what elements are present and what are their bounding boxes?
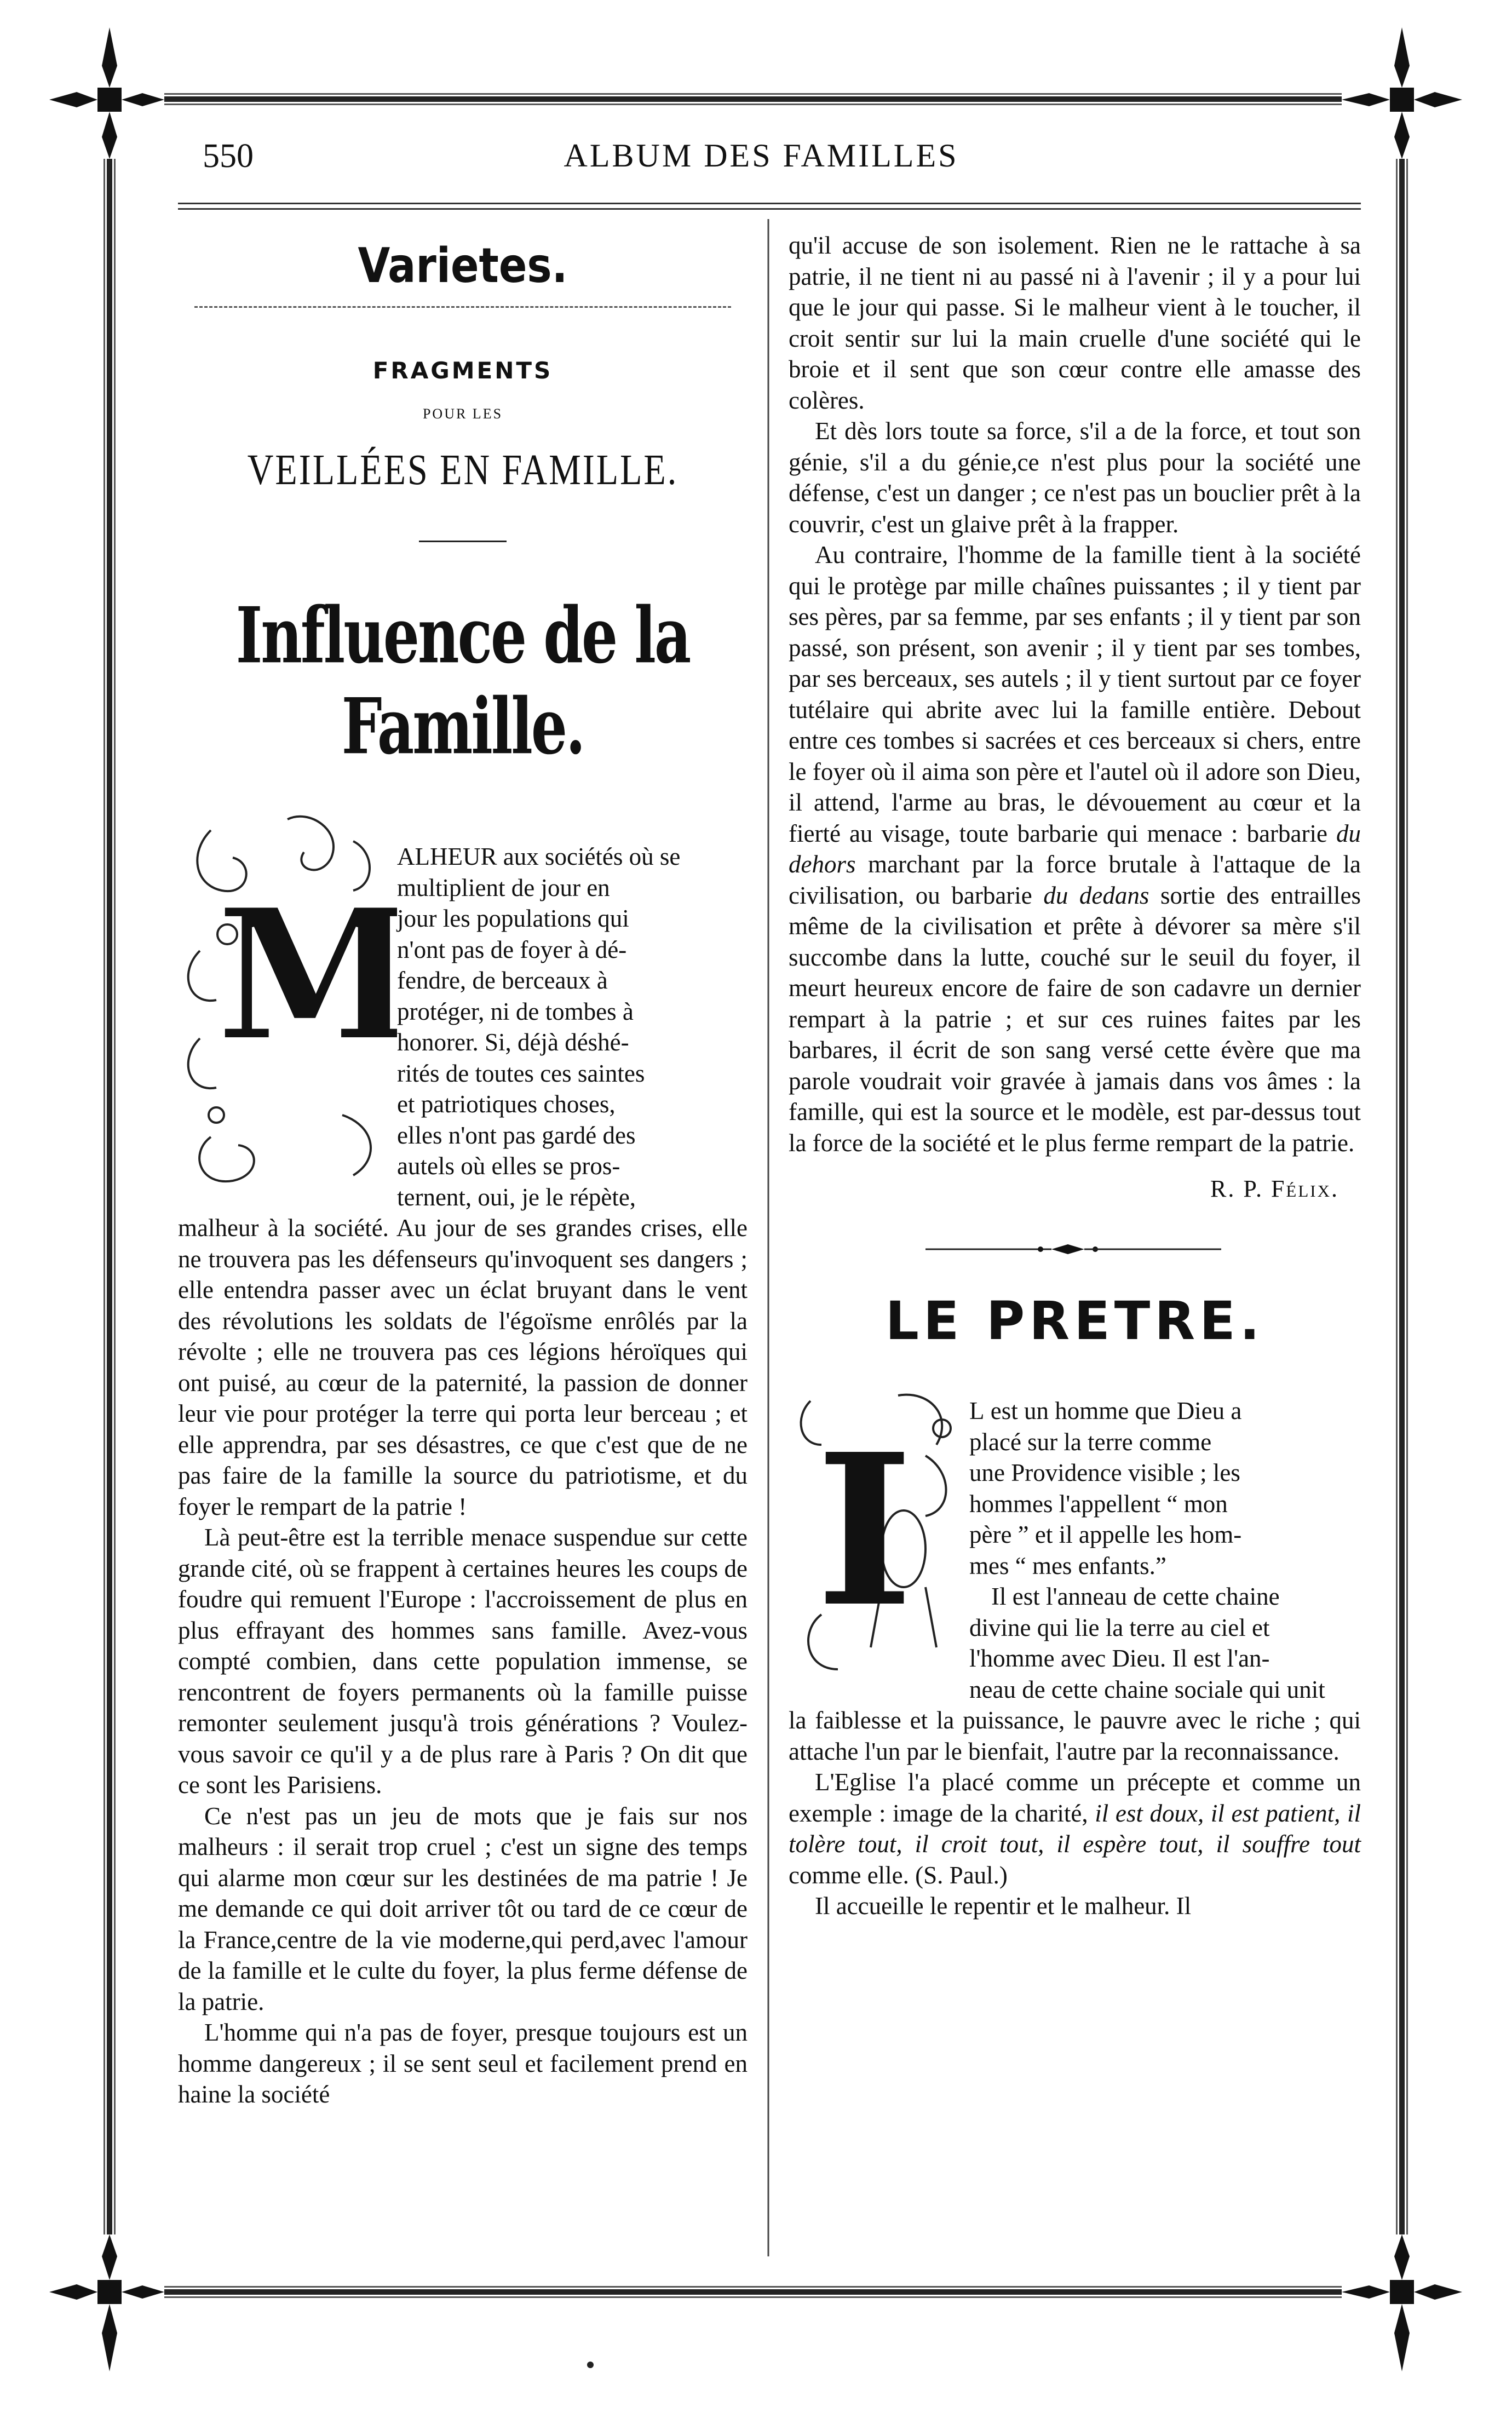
corner-ornament-bottom-left: [49, 2234, 164, 2371]
paragraph-3: Ce n'est pas un jeu de mots que je fais sur nos malheurs : il serait trop cruel ; c'est un signe des temps qui alarme mon cœur sur les destinées de ma patrie ! Je me demande ce qui doit arriver tôt ou tard de ce cœur de la France,centre de la vie moderne,qui perd,avec l'amour de la famille et le culte du foyer, la plus ferme défense de la patrie.: [178, 1802, 748, 2015]
dropcap-line: fendre, de berceaux à: [397, 967, 608, 994]
pretre-paragraph-4: Il accueille le repentir et le malheur. Il: [815, 1892, 1192, 1920]
fragments-heading: FRAGMENTS: [372, 357, 553, 384]
dropcap-line: protéger, ni de tombes à: [397, 997, 634, 1025]
dropcap-line: divine qui lie la terre au ciel et: [969, 1613, 1270, 1641]
left-border-rule: [104, 159, 116, 2234]
paragraph-1-continued: malheur à la société. Au jour de ses grandes crises, elle ne trouvera pas les défenseurs qu'invoquent ses dangers ; elle entendra passer avec un éclat bruyant dans le vent des révolutions les soldats de l'égoïsme enrôlés par la révolte ; elle ne trouvera pas ces légions héroïques qui ont puisé, au cœur de la paternité, la passion de donner leur vie pour protéger la terre qui porta leur berceau ; et elle apprendra, par ses désastres, ce que c'est que de ne pas faire de la famille la source du patriotisme, et du foyer le rempart de la patrie !: [178, 1214, 748, 1520]
dropcap-line: père ” et il appelle les hom-: [969, 1521, 1242, 1548]
corner-ornament-top-left: [49, 27, 164, 159]
dropcap-line: multiplient de jour en: [397, 874, 610, 901]
italic-run: du dedans: [1043, 881, 1149, 909]
pretre-title: LE PRETRE.: [885, 1290, 1264, 1352]
top-border-rule: [164, 93, 1342, 105]
fleuron-divider: [789, 1241, 1361, 1257]
pretre-dropcap-lines: [969, 1385, 1361, 1705]
ornate-dropcap-m: [178, 808, 397, 1203]
pretre-first-line: [969, 1395, 1361, 1427]
text-run: L'Eglise l'a placé comme un précepte et comme un exemple : image de la charité,: [789, 1768, 1361, 1827]
dropcap-line: aux sociétés où se: [503, 843, 681, 870]
dropcap-first-line: [397, 841, 748, 872]
header-rule: [178, 203, 1361, 210]
right-paragraph-1: qu'il accuse de son isolement. Rien ne le rattache à sa patrie, il ne tient ni au passé ni à l'avenir ; il y a pour lui que le jour qui passe. Si le malheur vient à le toucher, il croit sentir sur lui la main cruelle d'une société qui le broie et il sent que son cœur contre elle amasse des colères.: [789, 232, 1361, 414]
first-letter: L: [969, 1397, 985, 1424]
dropcap-line: mes “ mes enfants.”: [969, 1552, 1166, 1579]
pretre-dropcap-paragraph: [789, 1385, 1361, 1705]
dropcap-illustration-icon: [789, 1385, 969, 1691]
pretre-paragraph-3: [789, 1767, 1361, 1891]
dropcap-line: une Providence visible ; les: [969, 1459, 1240, 1486]
text-run: comme elle. (S. Paul.): [789, 1861, 1008, 1889]
dropcap-line: est un homme que Dieu a: [990, 1397, 1242, 1424]
ornate-dropcap-i: [789, 1385, 969, 1691]
dropcap-line: rités de toutes ces saintes: [397, 1059, 645, 1087]
text-run: Au contraire, l'homme de la famille tient à la société qui le protège par mille chaînes puissantes ; il y tient par ses pères, par sa femme, par ses enfants ; il y tient par son passé, son présent, son avenir ; il y tient par ses tombes, par ses berceaux, ses autels ; il y tient surtout par ce foyer tutélaire qui abrite avec lui la famille entière. Debout entre ces tombes si sacrées et ces berceaux si chers, entre le foyer où il aima son père et l'autel où il adore son Dieu, il attend, l'arme au bras, le dévouement au cœur et la fierté au visage, toute barbarie qui menace : barbarie: [789, 541, 1361, 847]
dropcap-line: et patriotiques choses,: [397, 1090, 616, 1118]
first-word: ALHEUR: [397, 843, 497, 870]
dropcap-lines: [397, 808, 748, 1213]
paragraph-2: Là peut-être est la terrible menace suspendue sur cette grande cité, où se frappent à certaines heures les coups de foudre qui remuent l'Europe : l'accroissement de plus en plus effrayant des hommes sans famille. Avez-vous compté combien, dans cette population immense, se rencontrent de foyers permanents où la famille puisse remonter seulement jusqu'à trois générations ? Voulez-vous savoir ce qu'il y a de plus rare à Paris ? On dit que ce sont les Parisiens.: [178, 1524, 748, 1799]
italic-run: du dehors: [789, 819, 1361, 878]
dropcap-line: elles n'ont pas gardé des: [397, 1121, 636, 1149]
article-title: Influence de la Famille.: [235, 589, 690, 772]
corner-ornament-top-right: [1342, 27, 1462, 159]
right-paragraph-2: Et dès lors toute sa force, s'il a de la force, et tout son génie, s'il a du génie,ce n'est plus pour la société une défense, c'est un danger ; ce n'est pas un bouclier prêt à la couvrir, c'est un glaive prêt à la frapper.: [789, 417, 1361, 538]
bottom-dot: [587, 2362, 594, 2368]
running-title: ALBUM DES FAMILLES: [564, 137, 959, 174]
dropcap-line: n'ont pas de foyer à dé-: [397, 935, 627, 963]
left-column: [178, 230, 748, 2110]
dropcap-line: autels où elles se pros-: [397, 1152, 620, 1180]
dropcap-line: ternent, oui, je le répète,: [397, 1183, 636, 1211]
italic-run: il est doux, il est patient, il tolère tout, il croit tout, il espère tout, il souffre tout: [789, 1799, 1361, 1858]
right-column: [789, 230, 1361, 1922]
text-run: sortie des entrailles même de la civilisation et prête à dévorer sa mère s'il succombe dans la lutte, couché sur le seuil du foyer, il meurt heureux encore de faire de son cadavre un dernier rempart à la patrie ; et sur ces ruines faites par les barbares, il écrit de son sang versé cette évère que ma parole voudrait voir gravée à jamais dans vos âmes : la famille, qui est la source et le modèle, est par-dessus tout la force de la société et le plus ferme rempart de la patrie.: [789, 881, 1361, 1157]
dropcap-flourish-icon: [178, 808, 397, 1203]
dropcap-paragraph: [178, 808, 748, 1213]
section-title: Varietes.: [358, 237, 568, 294]
dropcap-line: hommes l'appellent “ mon: [969, 1490, 1228, 1518]
text-run: marchant par la force brutale à l'attaque de la civilisation, ou barbarie: [789, 851, 1361, 909]
dropcap-line: jour les populations qui: [397, 905, 629, 932]
pretre-paragraph-2-continued: la faiblesse et la puissance, le pauvre avec le riche ; qui attache l'un par le bienfait, l'autre par la reconnaissance.: [789, 1707, 1361, 1765]
pour-les-heading: POUR LES: [422, 406, 503, 422]
signature: R. P. Félix.: [1210, 1175, 1339, 1202]
dropcap-line: placé sur la terre comme: [969, 1428, 1212, 1456]
dropcap-letter-m: M: [216, 869, 397, 1081]
dropcap-line: neau de cette chaine sociale qui unit: [969, 1675, 1325, 1703]
paragraph-4: L'homme qui n'a pas de foyer, presque toujours est un homme dangereux ; il se sent seul et facilement prend en haine la société: [178, 2019, 748, 2108]
right-paragraph-3: [789, 539, 1361, 1158]
right-border-rule: [1396, 159, 1408, 2234]
page-header: [164, 126, 1358, 181]
bottom-border-rule: [164, 2286, 1342, 2298]
veillees-heading: VEILLÉES EN FAMILLE.: [247, 446, 679, 495]
page-number: 550: [203, 137, 254, 175]
dropcap-line: l'homme avec Dieu. Il est l'an-: [969, 1645, 1270, 1672]
dropcap-line: Il est l'anneau de cette chaine: [991, 1583, 1280, 1610]
dropcap-letter-i: I: [816, 1408, 913, 1653]
dropcap-line: honorer. Si, déjà déshé-: [397, 1029, 629, 1056]
corner-ornament-bottom-right: [1342, 2234, 1462, 2371]
